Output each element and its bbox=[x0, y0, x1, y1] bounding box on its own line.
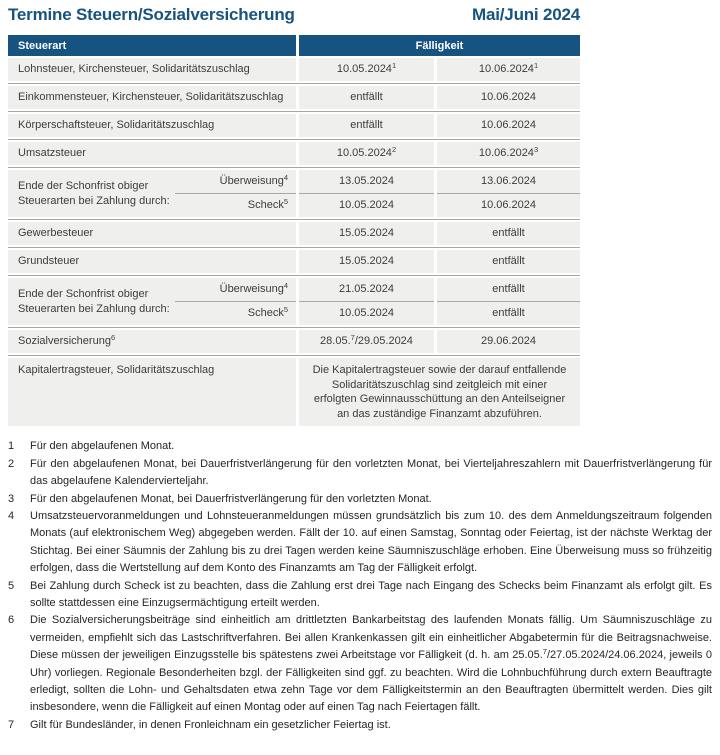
footnote-text-part: /27.05.2024/24.06.2024, jeweils 0 Uhr) vorliegen. Regionale Besonderheiten bzgl. der Fälligkeiten sind ggf. zu beachten. Wird die Lohnbuchführung durch extern Beauftragte erledigt, sollten die Lohn- und Gehaltsdaten etwa zehn Tage vor dem Fälligkeitstermin an den Beauftragten übermittelt werden. Dies gilt insbesondere, wenn die Fälligkeit auf einen Montag oder auf einen Tag nach Feiertagen fällt. bbox=[30, 649, 712, 714]
table-row-kapitalertragsteuer bbox=[8, 358, 580, 426]
tax-type-label bbox=[8, 330, 296, 353]
tax-deadline-table bbox=[8, 35, 580, 426]
date-value: 28.05. bbox=[320, 335, 351, 347]
tax-type-label: Körperschaftsteuer, Solidaritätszuschlag bbox=[8, 114, 296, 137]
date-value: 10.06.2024 bbox=[480, 199, 537, 211]
footnote-2 bbox=[8, 456, 712, 491]
footnote-marker: 3 bbox=[533, 145, 539, 154]
date-value: 21.05.2024 bbox=[338, 283, 395, 295]
label-text: Sozialversicherung bbox=[18, 335, 111, 347]
due-date-may: 15.05.2024 bbox=[299, 222, 434, 245]
footnote-text bbox=[30, 508, 712, 578]
schonfrist-cell bbox=[8, 170, 296, 217]
footnote-5 bbox=[8, 578, 712, 613]
due-date-may bbox=[299, 142, 434, 165]
date-value: 10.06.2024 bbox=[478, 147, 534, 159]
table-row-lohnsteuer bbox=[8, 58, 580, 81]
footnote-marker: 2 bbox=[391, 145, 397, 154]
footnote-marker: 4 bbox=[283, 281, 288, 290]
footnote-marker: 5 bbox=[283, 305, 288, 314]
footnote-marker: 6 bbox=[110, 333, 116, 342]
document-title: Termine Steuern/Sozialversicherung bbox=[8, 5, 295, 24]
footnote-text-part: Umsatzsteuervoranmeldungen und Lohnsteueranmeldungen müssen grundsätzlich bis zum 10. des dem Anmeldungszeitraum folgenden Monats (auf elektronischem Weg) abgegeben werden. Fällt der 10. auf einen Samstag, Sonntag oder Feiertag, ist der nächste Werktag der Stichtag. Bei einer Säumnis der Zahlung bis zu drei Tagen werden keine Säumniszuschläge erhoben. Eine Überweisung muss so frühzeitig erfolgen, dass die Wertstellung auf dem Konto des Finanzamts am Tag der Fälligkeit erfolgt. bbox=[30, 510, 712, 575]
date-value: 10.05.2024 bbox=[336, 147, 392, 159]
footnote-1 bbox=[8, 438, 712, 455]
footnote-text bbox=[30, 438, 712, 455]
method-ueberweisung bbox=[175, 170, 296, 193]
method-label: Scheck bbox=[247, 199, 284, 211]
kapitalertrag-note: Die Kapitalertragsteuer sowie der darauf entfallende Solidaritätszuschlag sind zeitgleich mit einer erfolgten Gewinnausschüttung an den Anteilseigner an das zuständige Finanzamt abzuführen. bbox=[299, 358, 580, 426]
date-value: 10.05.2024 bbox=[338, 307, 395, 319]
title-bar bbox=[8, 5, 580, 25]
row-separator bbox=[8, 273, 580, 278]
footnote-text-part: Für den abgelaufenen Monat. bbox=[30, 440, 175, 453]
footnote-number: 6 bbox=[8, 614, 15, 627]
table-row-gewerbesteuer bbox=[8, 222, 580, 245]
footnote-4 bbox=[8, 508, 712, 578]
payment-methods bbox=[175, 170, 296, 217]
due-date-june: entfällt bbox=[437, 250, 580, 273]
table-row-schonfrist-2 bbox=[8, 278, 580, 325]
row-separator bbox=[8, 109, 580, 114]
footnote-text-part: Für den abgelaufenen Monat, bei Dauerfristverlängerung für den vorletzten Monat, bei Vierteljahreszahlern mit Dauerfristverlängerung für das abgelaufene Kalendervierteljahr. bbox=[30, 457, 712, 488]
footnote-number: 2 bbox=[8, 457, 15, 470]
date-value: 13.05.2024 bbox=[338, 175, 395, 187]
method-ueberweisung bbox=[175, 278, 296, 301]
method-label: Scheck bbox=[247, 307, 284, 319]
schonfrist-label-line2: Steuerarten bei Zahlung durch: bbox=[18, 194, 170, 207]
date-value: /29.05.2024 bbox=[354, 335, 413, 347]
due-dates-june bbox=[437, 278, 580, 325]
table-header-row bbox=[8, 35, 580, 56]
method-label: Überweisung bbox=[219, 283, 284, 295]
footnotes-section bbox=[8, 438, 712, 734]
method-label: Überweisung bbox=[219, 175, 284, 187]
footnote-number: 1 bbox=[8, 440, 15, 453]
period-label: Mai/Juni 2024 bbox=[472, 5, 580, 24]
footnote-marker: 1 bbox=[533, 61, 539, 70]
footnote-marker: 1 bbox=[391, 61, 397, 70]
footnote-number: 7 bbox=[8, 718, 15, 731]
footnote-7 bbox=[8, 717, 712, 734]
footnote-marker: 7 bbox=[542, 647, 547, 657]
table-row-schonfrist-1 bbox=[8, 170, 580, 217]
schonfrist-label bbox=[8, 170, 175, 217]
tax-type-label: Kapitalertragsteuer, Solidaritätszuschlag bbox=[8, 358, 296, 426]
footnote-6 bbox=[8, 612, 712, 716]
table-row-einkommensteuer bbox=[8, 86, 580, 109]
footnote-text bbox=[30, 578, 712, 613]
date-value: 10.06.2024 bbox=[478, 63, 534, 75]
column-header-faelligkeit: Fälligkeit bbox=[299, 35, 580, 56]
due-date-may: entfällt bbox=[299, 86, 434, 109]
footnote-text bbox=[30, 456, 712, 491]
schonfrist-label-line1: Ende der Schonfrist obiger bbox=[18, 179, 149, 192]
table-row-sozialversicherung bbox=[8, 330, 580, 353]
due-date-june bbox=[437, 142, 580, 165]
row-separator bbox=[8, 137, 580, 142]
table-row-grundsteuer bbox=[8, 250, 580, 273]
due-date-june: 10.06.2024 bbox=[437, 114, 580, 137]
due-date-may bbox=[299, 330, 434, 353]
due-dates-may bbox=[299, 278, 434, 325]
footnote-number: 3 bbox=[8, 492, 15, 505]
schonfrist-cell bbox=[8, 278, 296, 325]
date-value: 10.05.2024 bbox=[338, 199, 395, 211]
footnote-text-part: Bei Zahlung durch Scheck ist zu beachten, dass die Zahlung erst drei Tage nach Eingang des Schecks beim Finanzamt als erfolgt gilt. Es sollte stattdessen eine Einzugsermächtigung erteilt werden. bbox=[30, 579, 712, 610]
tax-type-label: Grundsteuer bbox=[8, 250, 296, 273]
tax-type-label: Umsatzsteuer bbox=[8, 142, 296, 165]
tax-type-label: Lohnsteuer, Kirchensteuer, Solidaritätszuschlag bbox=[8, 58, 296, 81]
table-row-koerperschaftsteuer bbox=[8, 114, 580, 137]
schonfrist-label-line2: Steuerarten bei Zahlung durch: bbox=[18, 302, 170, 315]
due-date-june: 10.06.2024 bbox=[437, 86, 580, 109]
row-separator bbox=[8, 81, 580, 86]
footnote-marker: 5 bbox=[283, 197, 288, 206]
payment-methods bbox=[175, 278, 296, 325]
due-date-may: entfällt bbox=[299, 114, 434, 137]
due-dates-may bbox=[299, 170, 434, 217]
footnote-text bbox=[30, 491, 712, 508]
due-date-june: entfällt bbox=[437, 222, 580, 245]
row-separator bbox=[8, 217, 580, 222]
schonfrist-label bbox=[8, 278, 175, 325]
tax-type-label: Gewerbesteuer bbox=[8, 222, 296, 245]
schonfrist-label-line1: Ende der Schonfrist obiger bbox=[18, 287, 149, 300]
tax-type-label: Einkommensteuer, Kirchensteuer, Solidaritätszuschlag bbox=[8, 86, 296, 109]
method-scheck bbox=[175, 302, 296, 325]
footnote-number: 5 bbox=[8, 579, 15, 592]
footnote-text bbox=[30, 612, 712, 716]
row-separator bbox=[8, 245, 580, 250]
row-separator bbox=[8, 165, 580, 170]
footnote-marker: 7 bbox=[350, 333, 355, 342]
method-scheck bbox=[175, 194, 296, 217]
date-value: 13.06.2024 bbox=[480, 175, 537, 187]
due-date-may: 15.05.2024 bbox=[299, 250, 434, 273]
row-separator bbox=[8, 353, 580, 358]
date-value: entfällt bbox=[492, 283, 525, 295]
due-date-june bbox=[437, 58, 580, 81]
footnote-text-part: Für den abgelaufenen Monat, bei Dauerfristverlängerung für den vorletzten Monat. bbox=[30, 492, 432, 505]
table-row-umsatzsteuer bbox=[8, 142, 580, 165]
due-date-june: 29.06.2024 bbox=[437, 330, 580, 353]
due-dates-june bbox=[437, 170, 580, 217]
footnote-marker: 4 bbox=[283, 173, 288, 182]
column-header-steuerart: Steuerart bbox=[8, 35, 296, 56]
footnote-text-part: Gilt für Bundesländer, in denen Fronleichnam ein gesetzlicher Feiertag ist. bbox=[30, 718, 391, 731]
footnote-text-part: Die Sozialversicherungsbeiträge sind einheitlich am drittletzten Bankarbeitstag des laufenden Monats fällig. Um Säumniszuschläge zu vermeiden, empfiehlt sich das Lastschriftverfahren. Bei allen Krankenkassen gilt ein einheitlicher Abgabetermin für die Beitragsnachweise. Diese müssen der jeweiligen Einzugsstelle bis spätestens zwei Arbeitstage vor Fälligkeit (d. h. am 25.05. bbox=[30, 614, 712, 662]
footnote-3 bbox=[8, 491, 712, 508]
date-value: 10.05.2024 bbox=[336, 63, 392, 75]
date-value: entfällt bbox=[492, 307, 525, 319]
due-date-may bbox=[299, 58, 434, 81]
row-separator bbox=[8, 325, 580, 330]
footnote-number: 4 bbox=[8, 510, 15, 522]
footnote-text bbox=[30, 717, 712, 734]
